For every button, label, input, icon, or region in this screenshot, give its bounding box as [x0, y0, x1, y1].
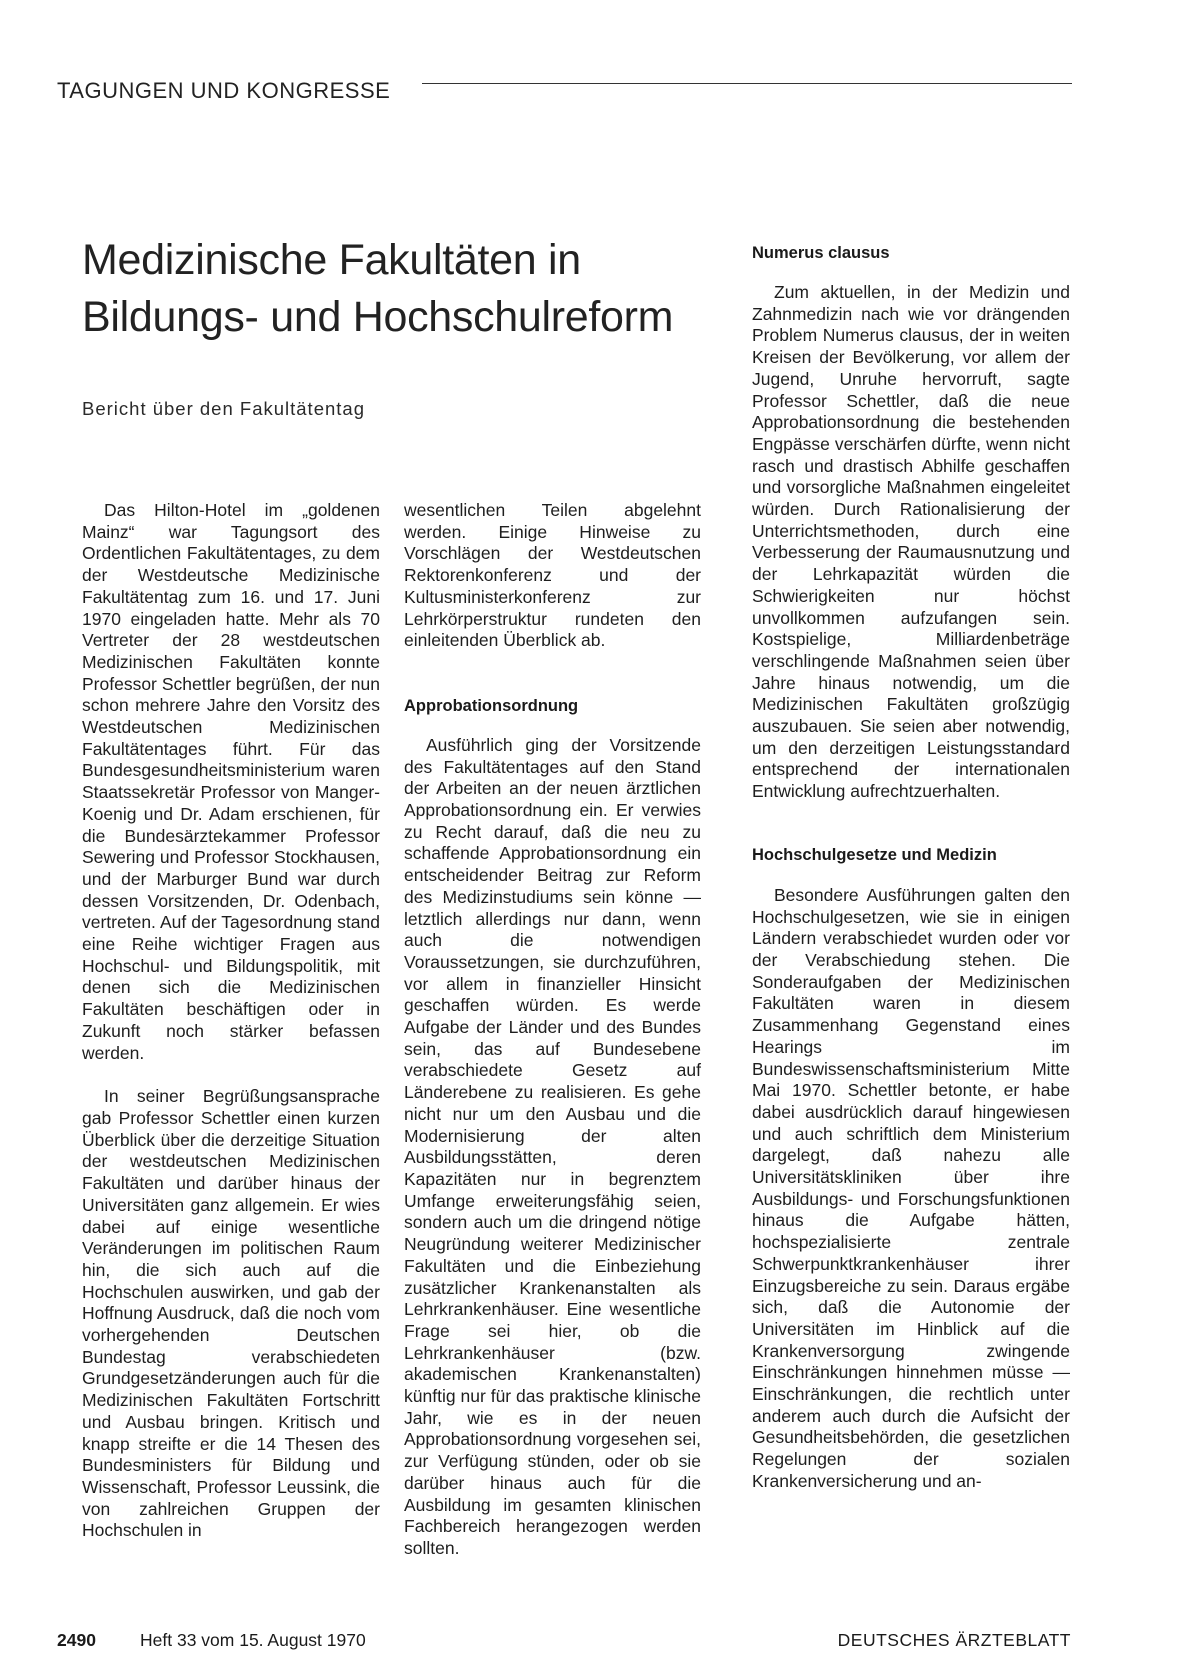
- paragraph: Das Hilton-Hotel im „goldenen Mainz“ war Tagungsort des Ordentlichen Fakultätentages, zu dem der Westdeutsche Medizinische Fakultätentag zum 16. und 17. Juni 1970 eingeladen hatte. Mehr als 70 Vertreter der 28 westdeutschen Medizinischen Fakultäten konnte Professor Schettler begrüßen, der nun schon mehrere Jahre den Vorsitz des Westdeutschen Medizinischen Fakultätentages führt. Für das Bundesgesundheitsministerium waren Staatssekretär Professor von Manger-Koenig und Dr. Adam erschienen, für die Bundesärztekammer Professor Sewering und Professor Stockhausen, und der Marburger Bund war durch dessen Vorsitzenden, Dr. Odenbach, vertreten. Auf der Tagesordnung stand eine Reihe wichtiger Fragen aus Hochschul- und Bildungspolitik, mit denen sich die Medizinischen Fakultäten beschäftigen oder in Zukunft noch stärker befassen werden.: [82, 500, 380, 1063]
- page-number: 2490: [57, 1630, 96, 1650]
- title-line-1: Medizinische Fakultäten in: [82, 236, 581, 284]
- text-column-1: [82, 500, 380, 1542]
- paragraph: wesentlichen Teilen abgelehnt werden. Einige Hinweise zu Vorschlägen der Westdeutschen Rektorenkonferenz und der Kultusministerkonferenz zur Lehrkörperstruktur rundeten den einleitenden Überblick ab.: [404, 500, 701, 651]
- article-subtitle: Bericht über den Fakultätentag: [82, 398, 365, 419]
- paragraph: Besondere Ausführungen galten den Hochschulgesetzen, wie sie in einigen Ländern verabschiedet wurden oder vor der Verabschiedung stehen. Die Sonderaufgaben der Medizinischen Fakultäten waren in diesem Zusammenhang Gegenstand eines Hearings im Bundeswissenschaftsministerium Mitte Mai 1970. Schettler betonte, er habe dabei ausdrücklich darauf hingewiesen und auch schriftlich dem Ministerium dargelegt, daß nahezu alle Universitätskliniken über ihre Ausbildungs- und Forschungsfunktionen hinaus die Aufgabe hätten, hochspezialisierte zentrale Schwerpunktkrankenhäuser ihrer Einzugsbereiche zu sein. Daraus ergäbe sich, daß die Autonomie der Universitäten im Hinblick auf die Krankenversorgung zwingende Einschränkungen hinnehmen müsse — Einschränkungen, die rechtlich unter anderem auch durch die Aufsicht der Gesundheitsbehörden, die gesetzlichen Regelungen der sozialen Krankenversicherung und an-: [752, 884, 1070, 1491]
- section-heading-hochschulgesetze: Hochschulgesetze und Medizin: [752, 845, 997, 864]
- section-header: TAGUNGEN UND KONGRESSE: [57, 78, 391, 103]
- text-column-3: [752, 242, 1070, 1493]
- text-column-2: [404, 500, 701, 1560]
- paragraph: Ausführlich ging der Vorsitzende des Fakultätentages auf den Stand der Arbeiten an der neuen ärztlichen Approbationsordnung ein. Er verwies zu Recht darauf, daß die neu zu schaffende Approbationsordnung ein entscheidender Beitrag zur Reform des Medizinstudiums sein könne — letztlich allerdings nur dann, wenn auch die notwendigen Voraussetzungen, sie durchzuführen, vor allem in finanzieller Hinsicht geschaffen würden. Es werde Aufgabe der Länder und des Bundes sein, das auf Bundesebene verabschiedete Gesetz auf Länderebene zu realisieren. Es gehe nicht nur um den Ausbau und die Modernisierung der alten Ausbildungsstätten, deren Kapazitäten nur in begrenztem Umfange erweiterungsfähig seien, sondern auch um die dringend nötige Neugründung weiterer Medizinischer Fakultäten und die Einbeziehung zusätzlicher Krankenanstalten als Lehrkrankenhäuser. Eine wesentliche Frage sei hier, ob die Lehrkrankenhäuser (bzw. akademischen Krankenanstalten) künftig nur für das praktische klinische Jahr, wie es in der neuen Approbationsordnung vorgesehen sei, zur Verfügung stünden, oder ob sie darüber hinaus auch für die Ausbildung im gesamten klinischen Fachbereich herangezogen werden sollten.: [404, 734, 701, 1558]
- issue-info: Heft 33 vom 15. August 1970: [140, 1630, 366, 1650]
- title-line-2: Bildungs- und Hochschulreform: [82, 293, 674, 341]
- header-rule: [422, 83, 1072, 84]
- paragraph: Zum aktuellen, in der Medizin und Zahnmedizin nach wie vor drängenden Problem Numerus clausus, der in weiten Kreisen der Bevölkerung, vor allem der Jugend, Unruhe hervorruft, sagte Professor Schettler, daß die neue Approbationsordnung die bestehenden Engpässe verschärfen dürfte, wenn nicht rasch und drastisch Abhilfe geschaffen und vorsorgliche Maßnahmen eingeleitet würden. Durch Rationalisierung der Unterrichtsmethoden, durch eine Verbesserung der Raumausnutzung und der Lehrkapazität würden die Schwierigkeiten nur höchst unvollkommen aufzufangen sein. Kostspielige, Milliardenbeträge verschlingende Maßnahmen seien über Jahre hinaus notwendig, um die Medizinischen Fakultäten großzügig auszubauen. Sie seien aber notwendig, um den derzeitigen Leistungsstandard entsprechend der internationalen Entwicklung aufrechtzuerhalten.: [752, 282, 1070, 802]
- section-heading-approbationsordnung: Approbationsordnung: [404, 696, 579, 715]
- journal-name: DEUTSCHES ÄRZTEBLATT: [837, 1630, 1071, 1650]
- paragraph: In seiner Begrüßungsansprache gab Professor Schettler einen kurzen Überblick über die derzeitige Situation der westdeutschen Medizinischen Fakultäten und darüber hinaus der Universitäten ganz allgemein. Er wies dabei auf einige wesentliche Veränderungen im politischen Raum hin, die sich auch auf die Hochschulen auswirken, und gab der Hoffnung Ausdruck, daß die noch vom vorhergehenden Deutschen Bundestag verabschiedeten Grundgesetzänderungen auch für die Medizinischen Fakultäten Fortschritt und Ausbau bringen. Kritisch und knapp streifte er die 14 Thesen des Bundesministers für Bildung und Wissenschaft, Professor Leussink, die von zahlreichen Gruppen der Hochschulen in: [82, 1086, 380, 1541]
- section-heading-numerus-clausus: Numerus clausus: [752, 244, 890, 262]
- article-title: [82, 232, 762, 346]
